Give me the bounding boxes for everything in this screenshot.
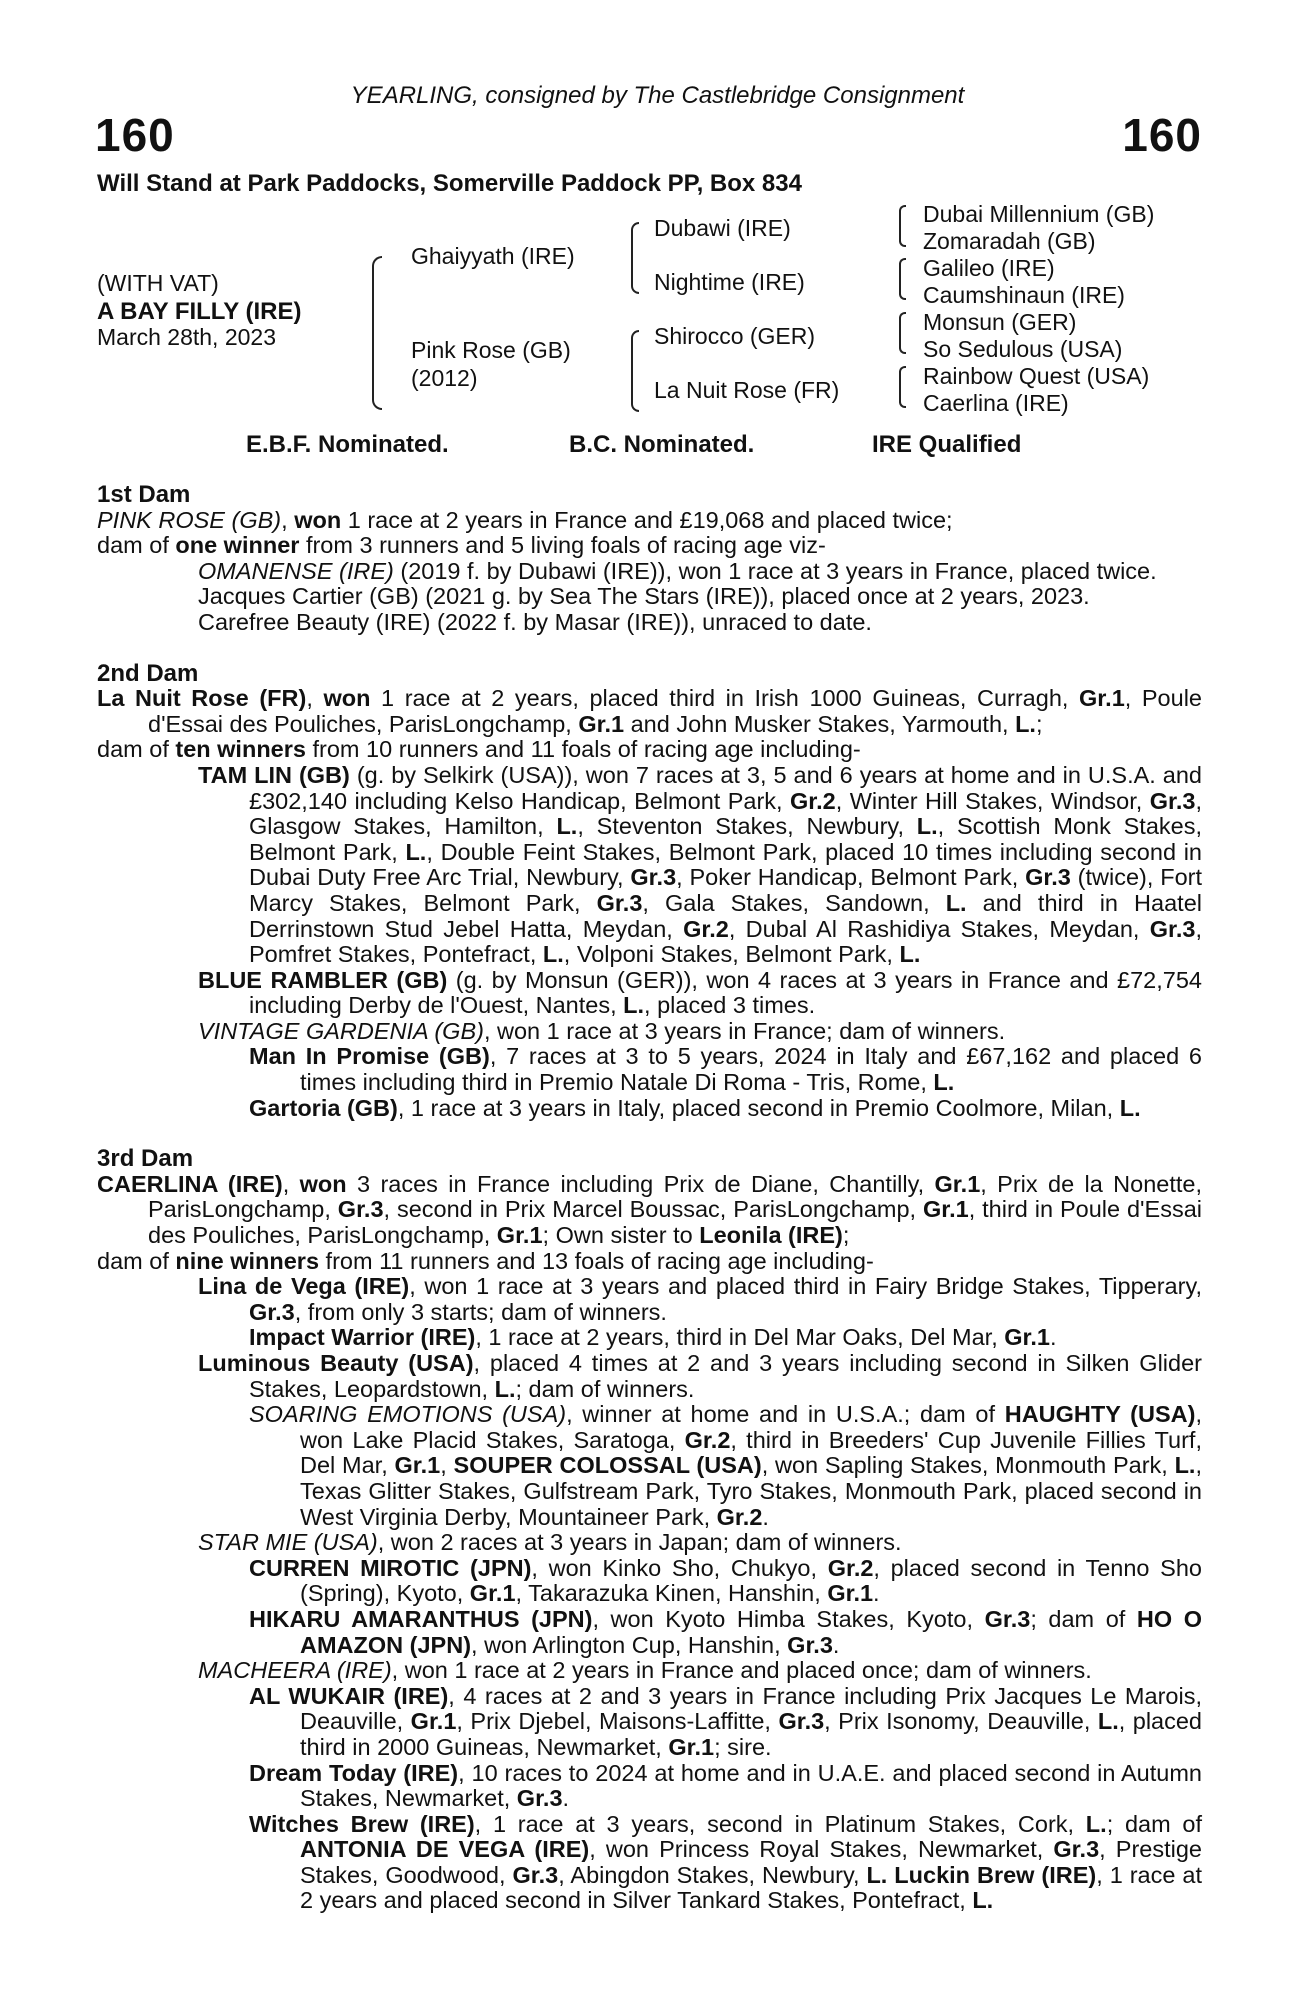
dam-dam: La Nuit Rose (FR)	[654, 377, 840, 403]
dss: Monsun (GER)	[923, 309, 1077, 335]
sds: Galileo (IRE)	[923, 255, 1055, 281]
vat-note: (WITH VAT)	[97, 270, 219, 296]
third-dam-heading: 3rd Dam	[97, 1145, 194, 1173]
runner-curren-mirotic: CURREN MIROTIC (JPN), won Kinko Sho, Chukyo, Gr.2, placed second in Tenno Sho (Spring), Kyoto, Gr.1, Takarazuka Kinen, Hanshin, Gr.1.	[249, 1554, 1202, 1607]
lot-number-right: 160	[1122, 109, 1202, 161]
produce-omanense: OMANENSE (IRE) (2019 f. by Dubawi (IRE)), won 1 race at 3 years in France, placed twice.	[198, 557, 1157, 584]
bc-nominated: B.C. Nominated.	[569, 431, 755, 458]
runner-witches-brew: Witches Brew (IRE), 1 race at 3 years, second in Platinum Stakes, Cork, L.; dam of ANTONIA DE VEGA (IRE), won Princess Royal Stakes, Newmarket, Gr.3, Prestige Stakes, Goodwood, Gr.3, Abingdon Stakes, Newbury, L. Luckin Brew (IRE), 1 race at 2 years and placed second in Silver Tankard Stakes, Pontefract, L.	[249, 1810, 1203, 1914]
catalogue-subtitle: YEARLING, consigned by The Castlebridge Consignment	[350, 82, 965, 109]
runner-hikaru-amaranthus: HIKARU AMARANTHUS (JPN), won Kyoto Himba Stakes, Kyoto, Gr.3; dam of HO O AMAZON (JPN), won Arlington Cup, Hanshin, Gr.3.	[249, 1605, 1203, 1658]
brace-dd	[899, 366, 906, 408]
horse-dob: March 28th, 2023	[97, 324, 277, 350]
sss: Dubai Millennium (GB)	[923, 201, 1155, 227]
second-dam-produce: dam of ten winners from 10 runners and 11 foals of racing age including-	[97, 736, 861, 763]
dam: Pink Rose (GB)	[411, 337, 571, 363]
horse-name: A BAY FILLY (IRE)	[97, 298, 302, 325]
second-dam-heading: 2nd Dam	[97, 659, 199, 687]
brace-ss	[899, 205, 906, 247]
sire-dam: Nightime (IRE)	[654, 269, 805, 295]
first-dam-produce: dam of one winner from 3 runners and 5 living foals of racing age viz-	[97, 532, 826, 559]
third-dam-produce: dam of nine winners from 11 runners and 13 foals of racing age including-	[97, 1247, 874, 1274]
ssd: Zomaradah (GB)	[923, 228, 1096, 254]
runner-blue-rambler: BLUE RAMBLER (GB) (g. by Monsun (GER)), won 4 races at 3 years in France and £72,754 including Derby de l'Ouest, Nantes, L., placed 3 times.	[198, 966, 1202, 1019]
brace-ds	[899, 312, 906, 354]
runner-macheera: MACHEERA (IRE), won 1 race at 2 years in France and placed once; dam of winners.	[198, 1657, 1092, 1684]
sire-sire: Dubawi (IRE)	[654, 215, 791, 241]
sire: Ghaiyyath (IRE)	[411, 243, 575, 269]
brace-sire	[631, 222, 639, 294]
runner-dream-today: Dream Today (IRE), 10 races to 2024 at home and in U.A.E. and placed second in Autumn Stakes, Newmarket, Gr.3.	[249, 1759, 1202, 1812]
runner-vintage-gardenia: VINTAGE GARDENIA (GB), won 1 race at 3 years in France; dam of winners.	[198, 1017, 1006, 1044]
third-dam-para: CAERLINA (IRE), won 3 races in France including Prix de Diane, Chantilly, Gr.1, Prix de la Nonette, ParisLongchamp, Gr.3, second in Prix Marcel Boussac, ParisLongchamp, Gr.1, third in Poule d'Essai des Pouliches, ParisLongchamp, Gr.1; Own sister to Leonila (IRE);	[97, 1170, 1203, 1249]
produce-record	[97, 482, 1202, 1914]
ddd: Caerlina (IRE)	[923, 390, 1069, 416]
brace-sd	[899, 258, 906, 300]
dsd: So Sedulous (USA)	[923, 336, 1123, 362]
lot-number-left: 160	[95, 109, 175, 161]
first-dam-para: PINK ROSE (GB), won 1 race at 2 years in France and £19,068 and placed twice;	[97, 506, 953, 533]
runner-star-mie: STAR MIE (USA), won 2 races at 3 years in Japan; dam of winners.	[198, 1529, 902, 1556]
runner-soaring-emotions: SOARING EMOTIONS (USA), winner at home and in U.S.A.; dam of HAUGHTY (USA), won Lake Placid Stakes, Saratoga, Gr.2, third in Breeders' Cup Juvenile Fillies Turf, Del Mar, Gr.1, SOUPER COLOSSAL (USA), won Sapling Stakes, Monmouth Park, L., Texas Glitter Stakes, Gulfstream Park, Tyro Stakes, Monmouth Park, placed second in West Virginia Derby, Mountaineer Park, Gr.2.	[249, 1401, 1202, 1530]
runner-gartoria: Gartoria (GB), 1 race at 3 years in Italy, placed second in Premio Coolmore, Milan, L.	[249, 1094, 1141, 1121]
brace-dam	[631, 330, 639, 412]
brace-main	[372, 256, 382, 410]
ebf-nominated: E.B.F. Nominated.	[246, 431, 449, 458]
runner-al-wukair: AL WUKAIR (IRE), 4 races at 2 and 3 years in France including Prix Jacques Le Marois, Deauville, Gr.1, Prix Djebel, Maisons-Laffitte, Gr.3, Prix Isonomy, Deauville, L., placed third in 2000 Guineas, Newmarket, Gr.1; sire.	[249, 1682, 1203, 1760]
runner-luminous-beauty: Luminous Beauty (USA), placed 4 times at 2 and 3 years including second in Silken Glider Stakes, Leopardstown, L.; dam of winners.	[198, 1350, 1202, 1402]
dam-sire: Shirocco (GER)	[654, 323, 816, 349]
produce-carefree-beauty: Carefree Beauty (IRE) (2022 f. by Masar (IRE)), unraced to date.	[198, 608, 872, 635]
ire-qualified: IRE Qualified	[872, 431, 1022, 458]
second-dam-para: La Nuit Rose (FR), won 1 race at 2 years, placed third in Irish 1000 Guineas, Curragh, Gr.1, Poule d'Essai des Pouliches, ParisLongchamp, Gr.1 and John Musker Stakes, Yarmouth, L.;	[97, 685, 1202, 737]
runner-lina-de-vega: Lina de Vega (IRE), won 1 race at 3 years and placed third in Fairy Bridge Stakes, Tipperary, Gr.3, from only 3 starts; dam of winners.	[198, 1273, 1202, 1325]
runner-tam-lin: TAM LIN (GB) (g. by Selkirk (USA)), won 7 races at 3, 5 and 6 years at home and in U.S.A. and £302,140 including Kelso Handicap, Belmont Park, Gr.2, Winter Hill Stakes, Windsor, Gr.3, Glasgow Stakes, Hamilton, L., Steventon Stakes, Newbury, L., Scottish Monk Stakes, Belmont Park, L., Double Feint Stakes, Belmont Park, placed 10 times including second in Dubai Duty Free Arc Trial, Newbury, Gr.3, Poker Handicap, Belmont Park, Gr.3 (twice), Fort Marcy Stakes, Belmont Park, Gr.3, Gala Stakes, Sandown, L. and third in Haatel Derrinstown Stud Jebel Hatta, Meydan, Gr.2, Dubal Al Rashidiya Stakes, Meydan, Gr.3, Pomfret Stakes, Pontefract, L., Volponi Stakes, Belmont Park, L.	[198, 761, 1202, 968]
first-dam-heading: 1st Dam	[97, 481, 191, 508]
sdd: Caumshinaun (IRE)	[923, 282, 1125, 308]
dds: Rainbow Quest (USA)	[923, 363, 1150, 389]
stand-location: Will Stand at Park Paddocks, Somerville Paddock PP, Box 834	[97, 170, 802, 197]
runner-man-in-promise: Man In Promise (GB), 7 races at 3 to 5 years, 2024 in Italy and £67,162 and placed 6 times including third in Premio Natale Di Roma - Tris, Rome, L.	[249, 1043, 1202, 1096]
dam-year: (2012)	[411, 365, 478, 391]
runner-impact-warrior: Impact Warrior (IRE), 1 race at 2 years, third in Del Mar Oaks, Del Mar, Gr.1.	[249, 1324, 1057, 1351]
produce-jacques-cartier: Jacques Cartier (GB) (2021 g. by Sea The Stars (IRE)), placed once at 2 years, 2023.	[198, 583, 1090, 610]
